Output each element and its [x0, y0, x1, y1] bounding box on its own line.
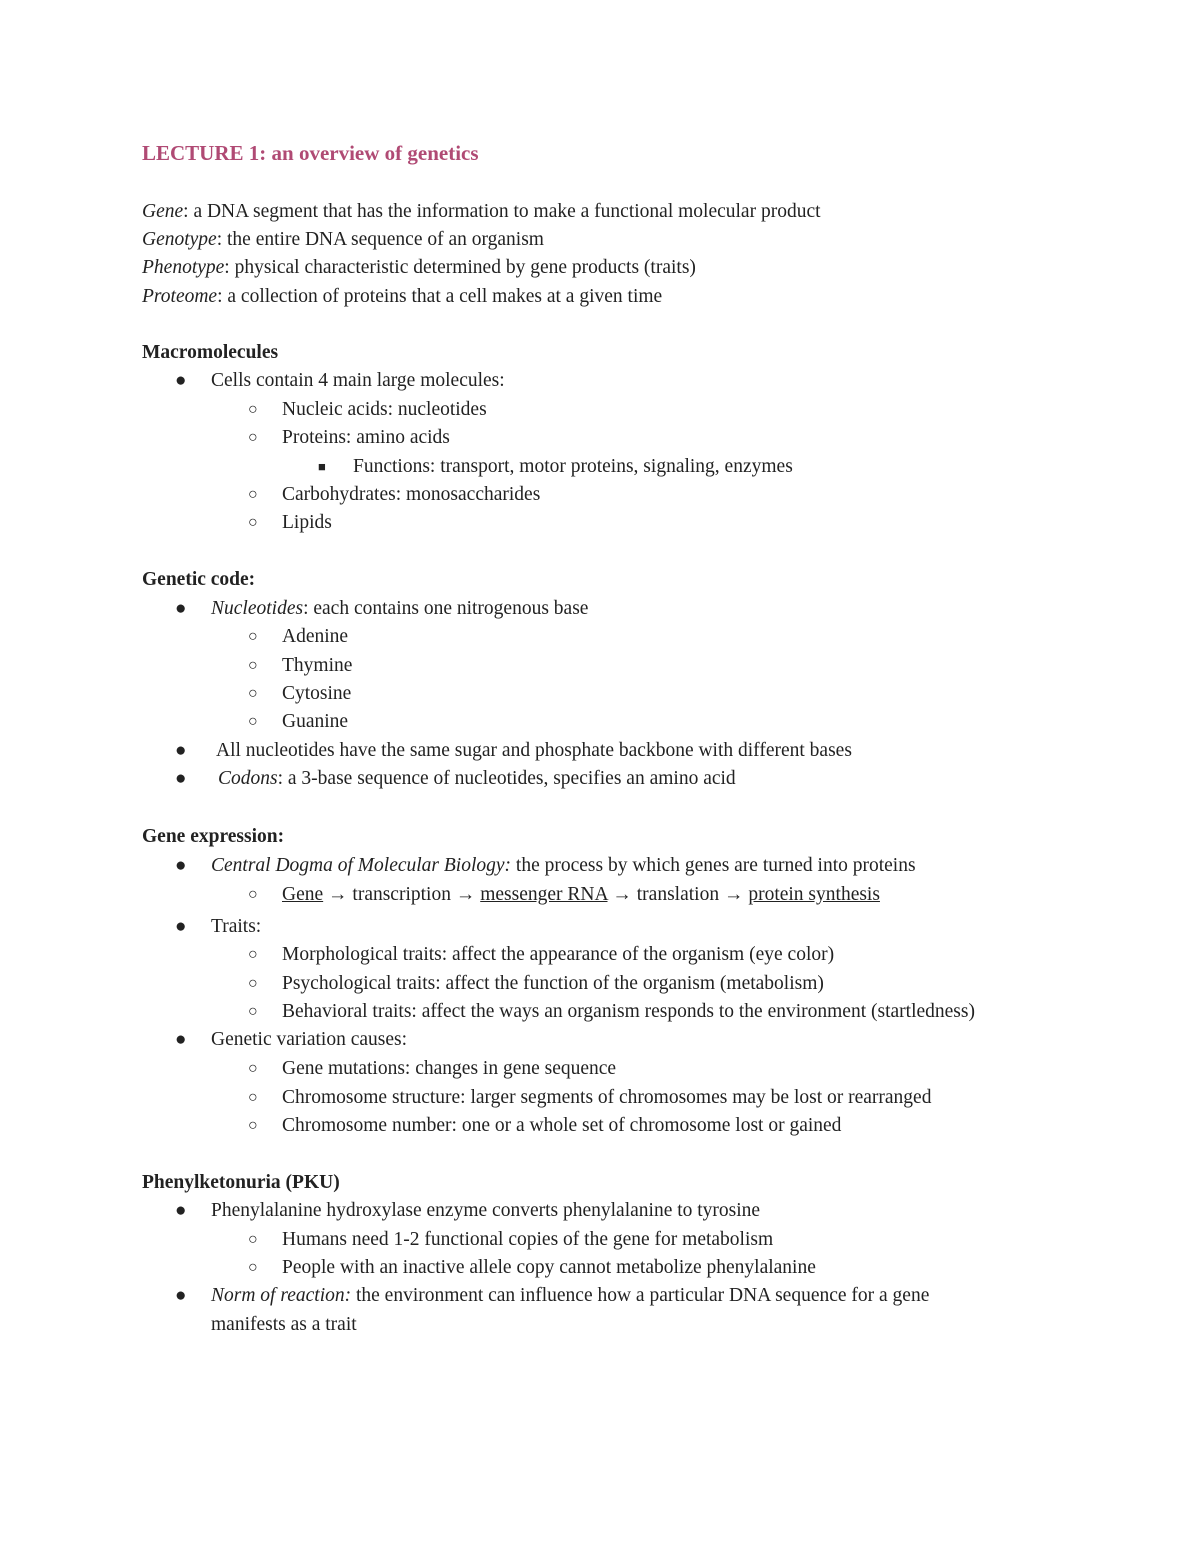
list-subitem: Gene mutations: changes in gene sequence: [282, 1058, 617, 1079]
definition-phenotype: [142, 256, 696, 280]
section-heading-pku: Phenylketonuria (PKU): [142, 1172, 340, 1193]
flow-gene: Gene: [282, 884, 324, 905]
list-subitem: Chromosome number: one or a whole set of chromosome lost or gained: [282, 1115, 842, 1136]
definition-text: : a collection of proteins that a cell makes at a given time: [217, 286, 663, 307]
bullet-circle: ○: [248, 429, 258, 446]
flow-protein: protein synthesis: [748, 884, 880, 905]
term: Codons: [218, 768, 278, 789]
definition-text: : a DNA segment that has the information to make a functional molecular product: [183, 201, 821, 222]
bullet-circle: ○: [248, 486, 258, 503]
list-item: [211, 854, 916, 878]
bullet-dot: ●: [175, 598, 187, 619]
list-subitem: Proteins: amino acids: [282, 427, 450, 448]
bullet-circle: ○: [248, 685, 258, 702]
list-item: Phenylalanine hydroxylase enzyme converts phenylalanine to tyrosine: [211, 1200, 761, 1221]
bullet-dot: ●: [175, 1200, 187, 1221]
list-subitem: Behavioral traits: affect the ways an organism responds to the environment (startledness): [282, 1001, 975, 1022]
bullet-circle: ○: [248, 1089, 258, 1106]
list-subitem: Morphological traits: affect the appearance of the organism (eye color): [282, 944, 835, 965]
bullet-dot: ●: [175, 916, 187, 937]
section-heading-gene-expression: Gene expression:: [142, 826, 285, 847]
bullet-dot: ●: [175, 855, 187, 876]
list-item: [218, 767, 736, 791]
definition-term: Genotype: [142, 229, 217, 250]
bullet-dot: ●: [175, 1029, 187, 1050]
list-subitem: Cytosine: [282, 683, 352, 704]
bullet-dot: ●: [175, 768, 187, 789]
bullet-circle: ○: [248, 1060, 258, 1077]
term: Norm of reaction:: [211, 1285, 352, 1306]
bullet-circle: ○: [248, 1117, 258, 1134]
bullet-circle: ○: [248, 975, 258, 992]
list-item: [211, 1284, 929, 1308]
list-item: [211, 597, 588, 621]
list-subitem: Humans need 1-2 functional copies of the gene for metabolism: [282, 1229, 774, 1250]
definition-genotype: [142, 228, 544, 252]
definition-text: : the entire DNA sequence of an organism: [216, 229, 544, 250]
list-subitem: Guanine: [282, 711, 349, 732]
bullet-dot: ●: [175, 740, 187, 761]
definition-gene: [142, 200, 821, 224]
flow-arrow: → transcription →: [323, 884, 481, 905]
bullet-circle: ○: [248, 886, 258, 903]
flow-mrna: messenger RNA: [480, 884, 608, 905]
bullet-circle: ○: [248, 1003, 258, 1020]
definition-term: Gene: [142, 201, 184, 222]
section-heading-macromolecules: Macromolecules: [142, 342, 279, 363]
term: Central Dogma of Molecular Biology:: [211, 855, 512, 876]
bullet-circle: ○: [248, 1231, 258, 1248]
term-text: the process by which genes are turned into proteins: [511, 855, 916, 876]
definition-proteome: [142, 285, 662, 309]
section-heading-genetic-code: Genetic code:: [142, 569, 256, 590]
list-subitem: Psychological traits: affect the function of the organism (metabolism): [282, 973, 824, 994]
list-subitem: Carbohydrates: monosaccharides: [282, 484, 541, 505]
flow-arrow: → translation →: [607, 884, 749, 905]
list-subitem: People with an inactive allele copy cannot metabolize phenylalanine: [282, 1257, 816, 1278]
list-item: Traits:: [211, 916, 262, 937]
bullet-circle: ○: [248, 401, 258, 418]
bullet-square: ■: [318, 459, 326, 474]
list-subitem: Adenine: [282, 626, 349, 647]
term-text: the environment can influence how a particular DNA sequence for a gene: [351, 1285, 930, 1306]
definition-term: Proteome: [142, 286, 218, 307]
bullet-circle: ○: [248, 946, 258, 963]
bullet-circle: ○: [248, 713, 258, 730]
bullet-dot: ●: [175, 1285, 187, 1306]
list-subitem: Chromosome structure: larger segments of chromosomes may be lost or rearranged: [282, 1087, 932, 1108]
bullet-dot: ●: [175, 370, 187, 391]
term: Nucleotides: [211, 598, 304, 619]
list-item: Cells contain 4 main large molecules:: [211, 370, 505, 391]
list-item: All nucleotides have the same sugar and phosphate backbone with different bases: [216, 740, 852, 761]
list-subitem: Nucleic acids: nucleotides: [282, 399, 487, 420]
list-item-continuation: manifests as a trait: [211, 1314, 357, 1335]
list-subsubitem: Functions: transport, motor proteins, signaling, enzymes: [353, 456, 793, 477]
definition-term: Phenotype: [142, 257, 225, 278]
central-dogma-flow: [282, 883, 880, 907]
term-text: : a 3-base sequence of nucleotides, specifies an amino acid: [277, 768, 736, 789]
bullet-circle: ○: [248, 657, 258, 674]
list-subitem: Lipids: [282, 512, 332, 533]
bullet-circle: ○: [248, 628, 258, 645]
definition-text: : physical characteristic determined by gene products (traits): [224, 257, 696, 278]
list-subitem: Thymine: [282, 655, 353, 676]
term-text: : each contains one nitrogenous base: [303, 598, 589, 619]
bullet-circle: ○: [248, 1259, 258, 1276]
page-title: LECTURE 1: an overview of genetics: [142, 141, 479, 165]
list-item: Genetic variation causes:: [211, 1029, 407, 1050]
bullet-circle: ○: [248, 514, 258, 531]
